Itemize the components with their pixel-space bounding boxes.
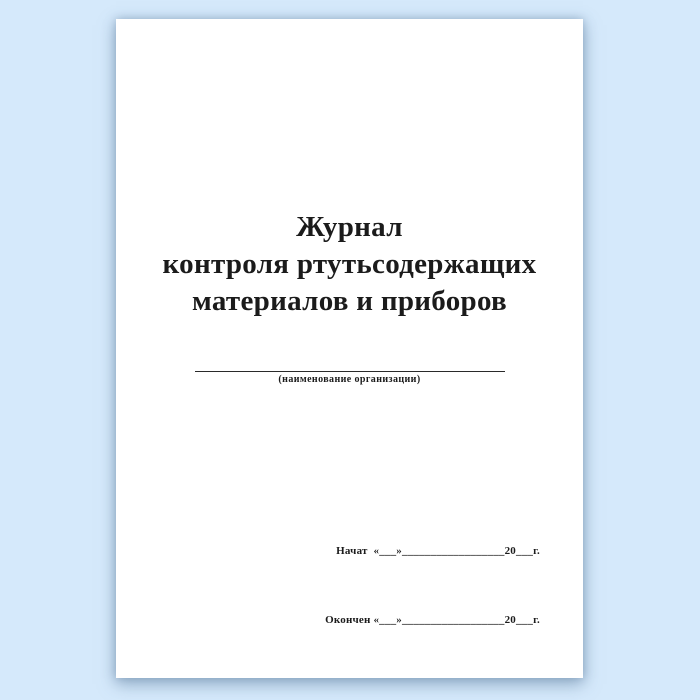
- document-page: [116, 19, 583, 678]
- journal-title-line-2: контроля ртутьсодержащих: [162, 248, 537, 280]
- journal-dates-block: [325, 494, 540, 678]
- journal-title-line-1: Журнал: [296, 211, 403, 243]
- organization-name-blank-line: [195, 371, 505, 372]
- journal-title-line-3: материалов и приборов: [192, 285, 507, 317]
- organization-caption: (наименование организации): [278, 374, 421, 385]
- started-date-line: Начат «___»__________________20___г.: [336, 545, 540, 557]
- journal-title: [116, 209, 583, 320]
- finished-date-line: Окончен «___»__________________20___г.: [325, 614, 540, 626]
